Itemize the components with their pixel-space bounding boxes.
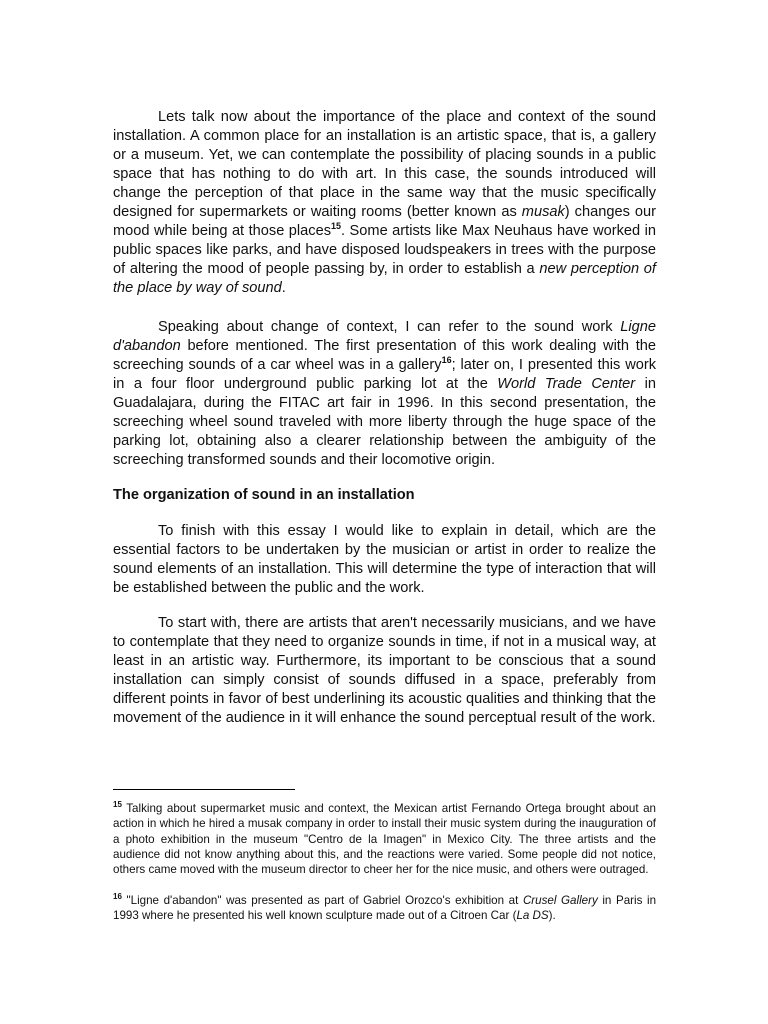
footnote-number-15: 15 <box>113 800 122 810</box>
footnote-number-16: 16 <box>113 892 122 902</box>
la-ds-title: La DS <box>516 909 549 923</box>
musak-term: musak <box>521 204 565 220</box>
world-trade-center-name: World Trade Center <box>497 376 636 392</box>
paragraph-essential-factors: To finish with this essay I would like to explain in detail, which are the essential factors to be undertaken by the musician or artist in order to realize the sound elements of an installation. This will determine the type of interaction that will be established between the public and the work. <box>113 523 656 596</box>
footnote-ref-16[interactable]: 16 <box>441 355 452 366</box>
footnote-ref-15[interactable]: 15 <box>331 221 342 232</box>
footnote-16: $^{16}$ "Ligne d'abandon" was presented as part of Gabriel Orozco's exhibition at Crusel Gallery in Paris in 1993 where he presented his well known sculpture made out of a Citroen Car (La DS). <box>113 892 657 923</box>
work-title-ligne-dabandon: Ligne d'abandon <box>113 319 656 354</box>
footnote-15: $^{15}$ Talking about supermarket music and context, the Mexican artist Fernando Ortega brought about an action in which he hired a musak company in order to install their music system during the inauguration of a photo exhibition in the museum "Centro de la Imagen" in Mexico City. The three artists and the audience did not know anything about this, and the reactions were varied. Some people did not notice, others came moved with the museum director to cheer her for the nice music, and others were outraged. <box>113 800 656 877</box>
emphasis-new-perception: new perception of the place by way of sound <box>113 261 656 296</box>
paragraph-place-context: Lets talk now about the importance of the place and context of the sound installation. A common place for an installation is an artistic space, that is, a gallery or a museum. Yet, we can contemplate the possibility of placing sounds in a public space that has nothing to do with art. In this case, the sounds introduced will change the perception of that place in the same way that the music specifically designed for supermarkets or waiting rooms (better known as musak) changes our mood while being at those places$^{15}$. Some artists like Max Neuhaus have worked in public spaces like parks, and have disposed loudspeakers in trees with the purpose of altering the mood of people passing by, in order to establish a new perception of the place by way of sound. <box>113 109 656 296</box>
paragraph-artists-not-musicians: To start with, there are artists that aren't necessarily musicians, and we have to contemplate that they need to organize sounds in time, if not in a musical way, at least in an artistic way. Furthermore, its important to be conscious that a sound installation can simply consist of sounds diffused in a space, preferably from different points in favor of best underlining its acoustic qualities and thinking that the movement of the audience in it will enhance the sound perceptual result of the work. <box>113 615 656 726</box>
section-heading: The organization of sound in an installation <box>113 487 415 503</box>
footnote-separator <box>113 789 295 790</box>
crusel-gallery-name: Crusel Gallery <box>522 894 598 907</box>
paragraph-change-of-context: Speaking about change of context, I can refer to the sound work Ligne d'abandon before mentioned. The first presentation of this work dealing with the screeching sounds of a car wheel was in a gallery$^{16}$; later on, I presented this work in a four floor underground public parking lot at the World Trade Center in Guadalajara, during the FITAC art fair in 1996. In this second presentation, the screeching wheel sound traveled with more liberty through the huge space of the parking lot, obtaining also a clearer relationship between the ambiguity of the screeching transformed sounds and their locomotive origin. <box>113 319 657 468</box>
